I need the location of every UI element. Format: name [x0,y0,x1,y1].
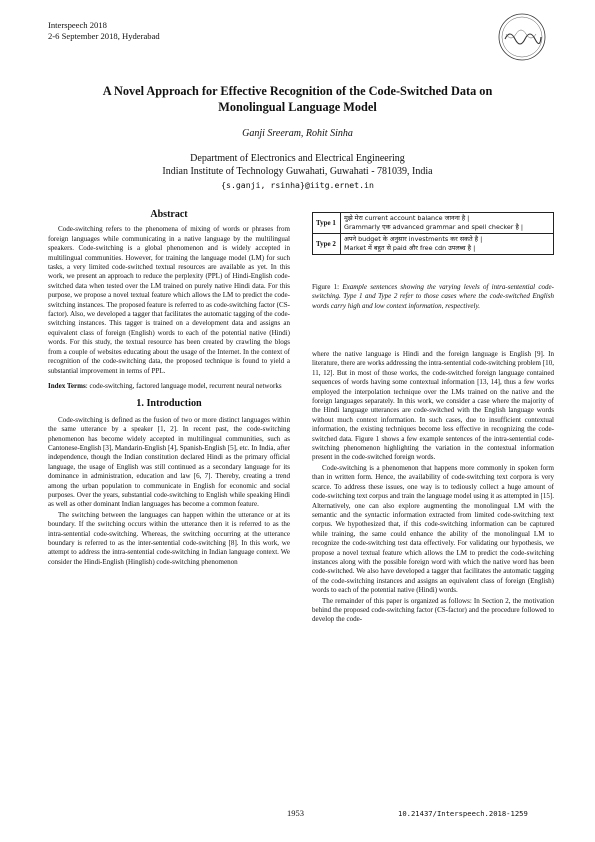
right-paragraph-3: The remainder of this paper is organized as follows: In Section 2, the motivation behind the proposed code-switching factor (CS-factor) and the procedure followed to develop the code- [312,596,554,624]
affiliation [40,152,555,178]
figure1-type1-sentences [341,213,554,234]
right-paragraph-2: Code-switching is a phenomenon that happens more commonly in spoken form than in written form. Hence, the availability of code-switching text corpora is very scarce. To address these issues, one way is to tediously collect a huge amount of code-switching text corpus and train the language model using it as attempted in [15]. Alternatively, one can also explore augmenting the monolingual LM with the semantic and the syntactic information extracted from limited code-switching text corpus. We hypothesized that, if this code-switching information can be captured while training, the same could enhance the ability of the monolingual LM to recognize the code-switching test data effectively. For validating our hypothesis, we propose a novel textual feature which allows the LM to predict the code-switching instances along with the possible foreign word with which the native word has been code-switched. We also have developed a tagger that facilitates the automatic tagging of the code-switching instances and assigns an equivalent class of foreign (English) words to each of the potential native (Hindi) words. [312,463,554,595]
figure1-row-type2 [313,234,554,255]
intro-paragraph-2: The switching between the languages can happen within the utterance or at its boundary. If the switching occurs within the utterance then it is referred to as the intra-sentential code-switching. Whereas, the switching occurring at the utterance boundary is referred to as the inter-sentential code-switching [8]. In this work, we attempt to address the intra-sentential code-switching in Indian language context. We consider the Hindi-English (Hinglish) code-switching phenomenon [48,510,290,566]
paper-title-line1: A Novel Approach for Effective Recognition of the Code-Switched Data on [102,84,493,98]
introduction-heading: 1. Introduction [136,398,202,410]
figure1-type2-sentences [341,234,554,255]
figure1-type2-sentence1: अपने budget के अनुसार investments कर सकते है | [344,235,483,243]
affiliation-department: Department of Electronics and Electrical Engineering [190,153,405,164]
figure1-table [312,212,554,255]
abstract-heading: Abstract [150,209,188,220]
conference-dates: 2-6 September 2018, Hyderabad [48,31,160,41]
figure1-type1-label: Type 1 [313,213,341,234]
figure1-type1-sentence1: मुझे मेरा current account balance जानना है | [344,214,470,222]
intro-paragraph-1: Code-switching is defined as the fusion of two or more distinct languages within the same utterance by a speaker [1, 2]. In recent past, the code-switching phenomenon has become widely accepted in multilingual communities, such as Cantonese-English [3], Mandarin-English [4], Spanish-English [5], etc. In India, after independence, though the Indian constitution declared Hindi as the primary official language, the usage of English was still continued as a secondary language for its dominance in administration, education and law [6, 7]. Thereby, creating a trend among the urban population to communicate in English for economic and social purposes. Over the years, substantial code-switching to English while speaking Hindi as well as other dominant Indian languages has become a common feature. [48,415,290,509]
affiliation-institute: Indian Institute of Technology Guwahati, Guwahati - 781039, India [162,166,433,177]
page-number: 1953 [287,808,304,818]
figure1-caption-text: Example sentences showing the varying levels of intra-sentential code-switching. Type 1 and Type 2 refer to those cases where the code-switched English words carry high and low context information, respectively. [312,283,554,310]
right-column [312,350,554,626]
index-terms [48,382,290,391]
figure1-caption-prefix: Figure 1: [312,283,340,291]
isca-logo [497,12,547,62]
index-terms-text: : code-switching, factored language model, recurrent neural networks [85,381,282,390]
authors: Ganji Sreeram, Rohit Sinha [242,128,353,139]
paper-title [40,83,555,115]
figure1-type1-sentence2: Grammarly एक advanced grammar and spell checker है | [344,223,524,231]
figure1-type2-sentence2: Market में बहुत से paid और free cdn उपलब्ध है | [344,244,476,252]
figure1-caption [312,283,554,311]
conference-name: Interspeech 2018 [48,20,107,30]
right-paragraph-1: where the native language is Hindi and the foreign language is English [9]. In literature, there are works addressing the intra-sentential code-switching problem [10, 11, 12]. But in most of those works, the code-switched foreign language contained sequences of words having some contextual information [13, 14], thus a few works employed the interpolation technique over the LMs trained on the native and the foreign languages separately. In this work, we consider a case where the majority of the Hindi language utterances are code-switched with the English language words without much context information. In such cases, due to insufficient contextual information, the existing techniques become less effective in recognizing the code-switched data. Figure 1 shows a few example sentences of the intra-sentential code-switching phenomenon highlighting the variation in the contextual information present in the code-switched foreign words. [312,350,554,462]
author-email: {s.ganji, rsinha}@iitg.ernet.in [221,180,374,190]
index-terms-label: Index Terms [48,381,86,390]
abstract-text: Code-switching refers to the phenomena of mixing of words or phrases from foreign languages while communicating in a native language by the multilingual speakers. Code-switching is a global phenomenon and is widely accepted in multilingual communities. However, for training the language model (LM) for such tasks, a very limited code-switched textual resources are available as yet. In this work, we present an approach to reduce the perplexity (PPL) of Hindi-English code-switched data when tested over the LM trained on purely native Hindi data. For this purpose, we propose a novel textual feature which allows the LM to predict the code-switching instances. The proposed feature is referred to as code-switching factor (CS-factor). Also, we developed a tagger that facilitates the automatic tagging of the code-switching instances. This tagger is trained on a development data and assigns an equivalent class of foreign (English) words to each of the potential native (Hindi) words. For this study, the textual resource has been created by crawling the blogs from a couple of websites educating about the usage of the Internet. In the context of recognition of the code-switching data, the proposed technique is found to yield a substantial improvement in terms of PPL. [48,225,290,375]
doi: 10.21437/Interspeech.2018-1259 [398,809,528,818]
conference-header [48,20,160,42]
figure1-type2-label: Type 2 [313,234,341,255]
paper-title-line2: Monolingual Language Model [218,100,377,114]
figure1-row-type1 [313,213,554,234]
left-column [48,210,290,568]
